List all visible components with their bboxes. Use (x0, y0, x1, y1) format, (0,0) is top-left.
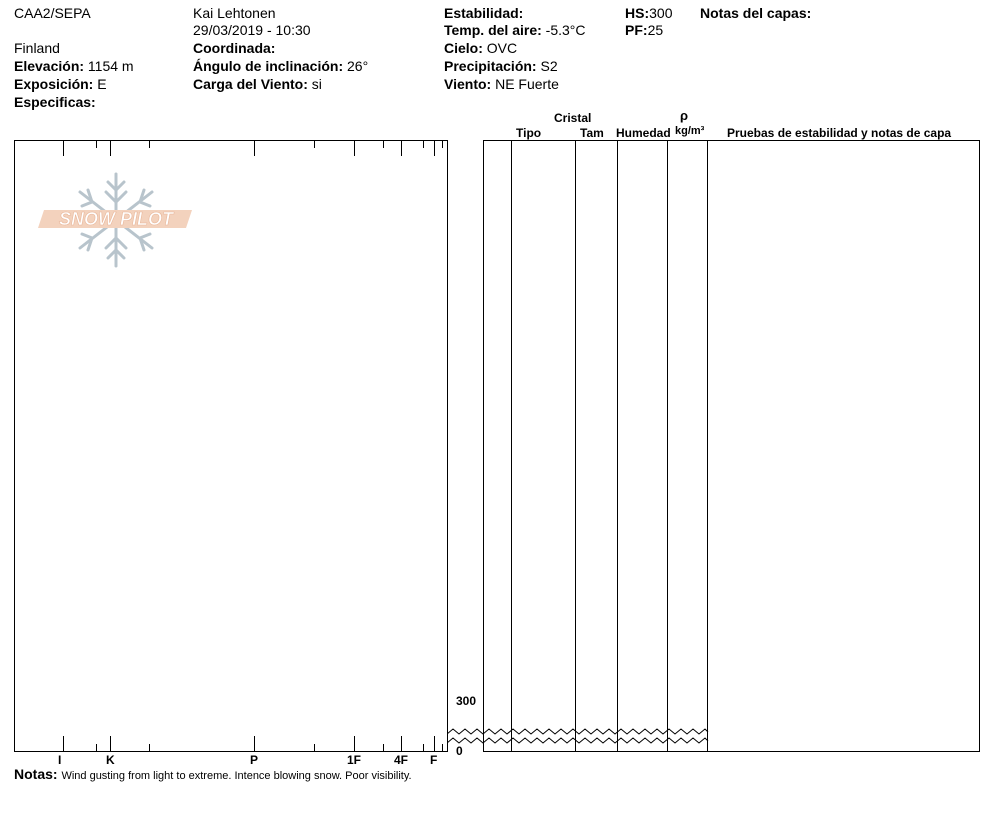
hardness-tick-label: 1F (347, 753, 362, 767)
notes-text: Wind gusting from light to extreme. Intence blowing snow. Poor visibility. (61, 770, 412, 782)
datetime: 29/03/2019 - 10:30 (193, 22, 311, 38)
notes-label: Notas: (14, 766, 58, 782)
elevation-label: Elevación: (14, 58, 85, 74)
column-divider (617, 140, 618, 752)
slope-value: 26° (347, 58, 369, 74)
wind-label: Viento: (444, 76, 492, 92)
specifics-label: Especificas: (14, 94, 96, 110)
aspect-value: E (97, 76, 107, 92)
sky-value: OVC (486, 40, 518, 56)
air-temp (444, 21, 586, 39)
hardness-tick-label: I (58, 753, 62, 767)
size-header: Tam (580, 126, 604, 140)
sky (444, 39, 517, 57)
logo-text: SNOW PILOT (59, 209, 173, 229)
column-divider (667, 140, 668, 752)
depth-label-top: 300 (456, 694, 477, 708)
hardness-tick-label: P (250, 753, 259, 767)
wind-value: NE Fuerte (495, 76, 559, 92)
column-divider (707, 140, 708, 752)
air-temp-value: -5.3°C (545, 22, 586, 38)
location-code: CAA2/SEPA (14, 5, 91, 21)
elevation (14, 57, 134, 75)
hardness-tick-label: K (106, 753, 115, 767)
type-header: Tipo (516, 126, 542, 140)
aspect (14, 75, 107, 93)
precip-label: Precipitación: (444, 58, 537, 74)
wind-loading (193, 75, 322, 93)
hardness-tick-label: 4F (394, 753, 409, 767)
snow-height (625, 4, 672, 22)
crystal-header: Cristal (554, 111, 592, 125)
depth-break-zigzag (447, 728, 709, 750)
density-unit: kg/m³ (675, 125, 705, 137)
layer-notes-label: Notas del capas: (700, 5, 812, 21)
coordinates-label: Coordinada: (193, 40, 276, 56)
precip-value: S2 (540, 58, 558, 74)
column-divider (511, 140, 512, 752)
precipitation (444, 57, 558, 75)
footer-notes (14, 766, 412, 782)
wind (444, 75, 559, 93)
elevation-value: 1154 m (87, 58, 134, 74)
region: Finland (14, 40, 60, 56)
aspect-label: Exposición: (14, 76, 94, 92)
layer-table-box (483, 140, 980, 752)
observer: Kai Lehtonen (193, 5, 276, 21)
column-divider (575, 140, 576, 752)
wind-loading-label: Carga del Viento: (193, 76, 308, 92)
slope-angle (193, 57, 368, 75)
density-symbol: ρ (680, 108, 689, 123)
hs-value: 300 (649, 5, 673, 21)
slope-label: Ángulo de inclinación: (193, 58, 344, 74)
hardness-tick-label: F (430, 753, 438, 767)
penetration-foot (625, 21, 663, 39)
stability-label: Estabilidad: (444, 5, 524, 21)
air-temp-label: Temp. del aire: (444, 22, 542, 38)
wind-loading-value: si (311, 76, 322, 92)
pf-value: 25 (647, 22, 664, 38)
hs-label: HS: (625, 5, 650, 21)
pf-label: PF: (625, 22, 648, 38)
depth-label-bottom: 0 (456, 744, 463, 758)
stability-tests-header: Pruebas de estabilidad y notas de capa (727, 126, 952, 140)
snowpilot-logo (36, 170, 196, 270)
moisture-header: Humedad (616, 126, 671, 140)
sky-label: Cielo: (444, 40, 483, 56)
